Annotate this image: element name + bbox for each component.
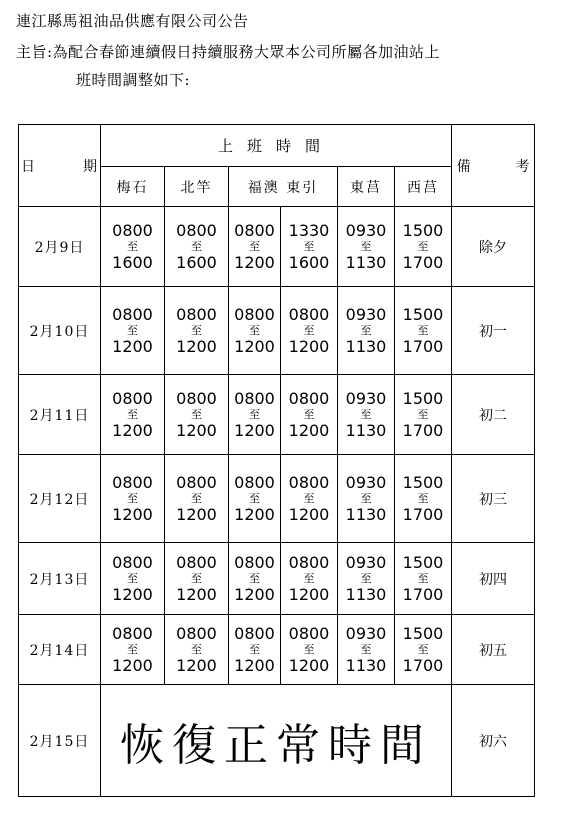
hours-cell-meishi (101, 615, 165, 685)
table-row (19, 375, 535, 455)
close-time: 1130 (345, 584, 387, 604)
hours-cell-fuao (229, 375, 281, 455)
date-header-char-2: 期 (82, 158, 98, 175)
hours-cell-fuao (229, 207, 281, 287)
close-time: 1600 (176, 252, 217, 272)
schedule-table (18, 124, 535, 797)
open-time: 0800 (234, 552, 275, 572)
to-label: 至 (417, 239, 429, 253)
hours-cell-beigan (165, 207, 229, 287)
close-time: 1130 (345, 655, 387, 675)
hours-cell-dongju (338, 615, 395, 685)
close-time: 1200 (288, 655, 330, 675)
to-label: 至 (303, 239, 315, 253)
open-time: 0930 (345, 220, 387, 240)
hours-cell-dongju (338, 207, 395, 287)
to-label: 至 (417, 323, 429, 337)
close-time: 1200 (176, 655, 217, 675)
close-time: 1700 (402, 336, 444, 356)
open-time: 0930 (345, 472, 387, 492)
row-date: 2月13日 (19, 543, 101, 615)
to-label: 至 (417, 642, 429, 656)
subject-line-1: 主旨:為配合春節連續假日持續服務大眾本公司所屬各加油站上 (16, 43, 441, 61)
hours-cell-fuao (229, 455, 281, 543)
row-date: 2月10日 (19, 287, 101, 375)
close-time: 1200 (288, 584, 330, 604)
table-row (19, 287, 535, 375)
to-label: 至 (360, 571, 372, 585)
close-time: 1130 (345, 420, 387, 440)
open-time: 0800 (234, 472, 275, 492)
open-time: 0800 (112, 623, 153, 643)
remark-header-char-2: 考 (515, 158, 530, 175)
close-time: 1200 (112, 655, 153, 675)
close-time: 1600 (288, 252, 330, 272)
open-time: 0800 (234, 220, 275, 240)
to-label: 至 (127, 642, 138, 656)
open-time: 0800 (288, 472, 330, 492)
hours-cell-meishi (101, 207, 165, 287)
close-time: 1200 (288, 504, 330, 524)
open-time: 0800 (234, 304, 275, 324)
hours-cell-xiju (395, 287, 452, 375)
open-time: 1500 (402, 220, 444, 240)
close-time: 1130 (345, 252, 387, 272)
hours-cell-xiju (395, 543, 452, 615)
hours-cell-beigan (165, 287, 229, 375)
station-dongju: 東莒 (338, 167, 395, 207)
open-time: 0800 (176, 388, 217, 408)
to-label: 至 (360, 642, 372, 656)
hours-cell-meishi (101, 287, 165, 375)
to-label: 至 (360, 491, 372, 505)
table-row (19, 685, 535, 797)
open-time: 1500 (402, 552, 444, 572)
open-time: 1500 (402, 388, 444, 408)
close-time: 1200 (176, 584, 217, 604)
open-time: 0800 (288, 623, 330, 643)
hours-cell-fuao (229, 543, 281, 615)
hours-cell-meishi (101, 543, 165, 615)
remark-header-char-1: 備 (456, 158, 471, 175)
station-meishi: 梅石 (101, 167, 165, 207)
remark-header (452, 125, 535, 207)
open-time: 0800 (176, 472, 217, 492)
to-label: 至 (360, 239, 372, 253)
open-time: 0800 (112, 220, 153, 240)
close-time: 1200 (234, 504, 275, 524)
table-row (19, 615, 535, 685)
date-header (19, 125, 101, 207)
open-time: 0800 (234, 388, 275, 408)
to-label: 至 (127, 323, 138, 337)
to-label: 至 (127, 239, 138, 253)
to-label: 至 (127, 571, 138, 585)
hours-cell-beigan (165, 543, 229, 615)
open-time: 0800 (176, 623, 217, 643)
resume-normal-message: 恢復正常時間 (101, 685, 452, 797)
open-time: 0800 (288, 552, 330, 572)
hours-cell-xiju (395, 207, 452, 287)
row-date: 2月15日 (19, 685, 101, 797)
to-label: 至 (191, 642, 202, 656)
close-time: 1200 (234, 584, 275, 604)
hours-cell-xiju (395, 615, 452, 685)
hours-header: 上班時間 (101, 125, 452, 167)
hours-cell-dongyin (281, 375, 338, 455)
open-time: 0800 (112, 304, 153, 324)
row-remark: 初三 (452, 455, 535, 543)
hours-cell-dongyin (281, 615, 338, 685)
to-label: 至 (191, 407, 202, 421)
close-time: 1200 (176, 336, 217, 356)
to-label: 至 (249, 571, 260, 585)
open-time: 0800 (288, 388, 330, 408)
to-label: 至 (360, 407, 372, 421)
to-label: 至 (191, 491, 202, 505)
row-date: 2月9日 (19, 207, 101, 287)
row-date: 2月11日 (19, 375, 101, 455)
open-time: 0930 (345, 623, 387, 643)
row-remark: 初一 (452, 287, 535, 375)
to-label: 至 (303, 491, 315, 505)
hours-cell-beigan (165, 375, 229, 455)
close-time: 1200 (176, 504, 217, 524)
to-label: 至 (191, 323, 202, 337)
station-fuao-dongyin: 福澳 東引 (229, 167, 338, 207)
close-time: 1200 (176, 420, 217, 440)
to-label: 至 (191, 239, 202, 253)
hours-cell-dongyin (281, 543, 338, 615)
open-time: 0800 (234, 623, 275, 643)
close-time: 1200 (112, 336, 153, 356)
open-time: 1500 (402, 304, 444, 324)
to-label: 至 (417, 407, 429, 421)
to-label: 至 (249, 407, 260, 421)
table-row (19, 543, 535, 615)
close-time: 1200 (112, 504, 153, 524)
close-time: 1200 (288, 336, 330, 356)
to-label: 至 (417, 491, 429, 505)
hours-cell-beigan (165, 615, 229, 685)
close-time: 1200 (234, 336, 275, 356)
close-time: 1700 (402, 252, 444, 272)
row-remark: 初四 (452, 543, 535, 615)
hours-cell-meishi (101, 375, 165, 455)
close-time: 1200 (234, 420, 275, 440)
hours-cell-dongyin (281, 207, 338, 287)
hours-cell-dongju (338, 287, 395, 375)
close-time: 1700 (402, 655, 444, 675)
row-date: 2月14日 (19, 615, 101, 685)
open-time: 0800 (112, 552, 153, 572)
close-time: 1130 (345, 504, 387, 524)
hours-cell-fuao (229, 615, 281, 685)
open-time: 0800 (112, 388, 153, 408)
station-xiju: 西莒 (395, 167, 452, 207)
subject-line-2: 班時間調整如下: (76, 71, 191, 89)
to-label: 至 (303, 407, 315, 421)
close-time: 1700 (402, 584, 444, 604)
close-time: 1200 (112, 420, 153, 440)
open-time: 0930 (345, 304, 387, 324)
hours-cell-xiju (395, 375, 452, 455)
hours-cell-dongju (338, 455, 395, 543)
open-time: 0930 (345, 388, 387, 408)
to-label: 至 (249, 239, 260, 253)
to-label: 至 (249, 491, 260, 505)
close-time: 1700 (402, 420, 444, 440)
close-time: 1200 (234, 655, 275, 675)
close-time: 1200 (288, 420, 330, 440)
hours-cell-xiju (395, 455, 452, 543)
hours-cell-dongju (338, 375, 395, 455)
open-time: 0800 (176, 552, 217, 572)
hours-cell-dongyin (281, 455, 338, 543)
row-remark: 初六 (452, 685, 535, 797)
close-time: 1200 (234, 252, 275, 272)
to-label: 至 (303, 642, 315, 656)
table-row (19, 455, 535, 543)
row-date: 2月12日 (19, 455, 101, 543)
table-row (19, 207, 535, 287)
date-header-char-1: 日 (21, 158, 37, 175)
hours-cell-fuao (229, 287, 281, 375)
to-label: 至 (303, 571, 315, 585)
open-time: 1500 (402, 472, 444, 492)
to-label: 至 (417, 571, 429, 585)
close-time: 1600 (112, 252, 153, 272)
open-time: 0800 (288, 304, 330, 324)
to-label: 至 (303, 323, 315, 337)
hours-cell-meishi (101, 455, 165, 543)
hours-cell-dongyin (281, 287, 338, 375)
close-time: 1700 (402, 504, 444, 524)
to-label: 至 (360, 323, 372, 337)
row-remark: 初二 (452, 375, 535, 455)
close-time: 1200 (112, 584, 153, 604)
open-time: 0800 (176, 304, 217, 324)
hours-cell-dongju (338, 543, 395, 615)
open-time: 0930 (345, 552, 387, 572)
open-time: 1330 (288, 220, 330, 240)
hours-cell-beigan (165, 455, 229, 543)
open-time: 0800 (176, 220, 217, 240)
to-label: 至 (127, 491, 138, 505)
to-label: 至 (191, 571, 202, 585)
station-beigan: 北竿 (165, 167, 229, 207)
close-time: 1130 (345, 336, 387, 356)
notice-title: 連江縣馬祖油品供應有限公司公告 (16, 12, 249, 30)
to-label: 至 (249, 642, 260, 656)
schedule-body (19, 207, 535, 797)
to-label: 至 (249, 323, 260, 337)
open-time: 1500 (402, 623, 444, 643)
to-label: 至 (127, 407, 138, 421)
open-time: 0800 (112, 472, 153, 492)
row-remark: 除夕 (452, 207, 535, 287)
row-remark: 初五 (452, 615, 535, 685)
